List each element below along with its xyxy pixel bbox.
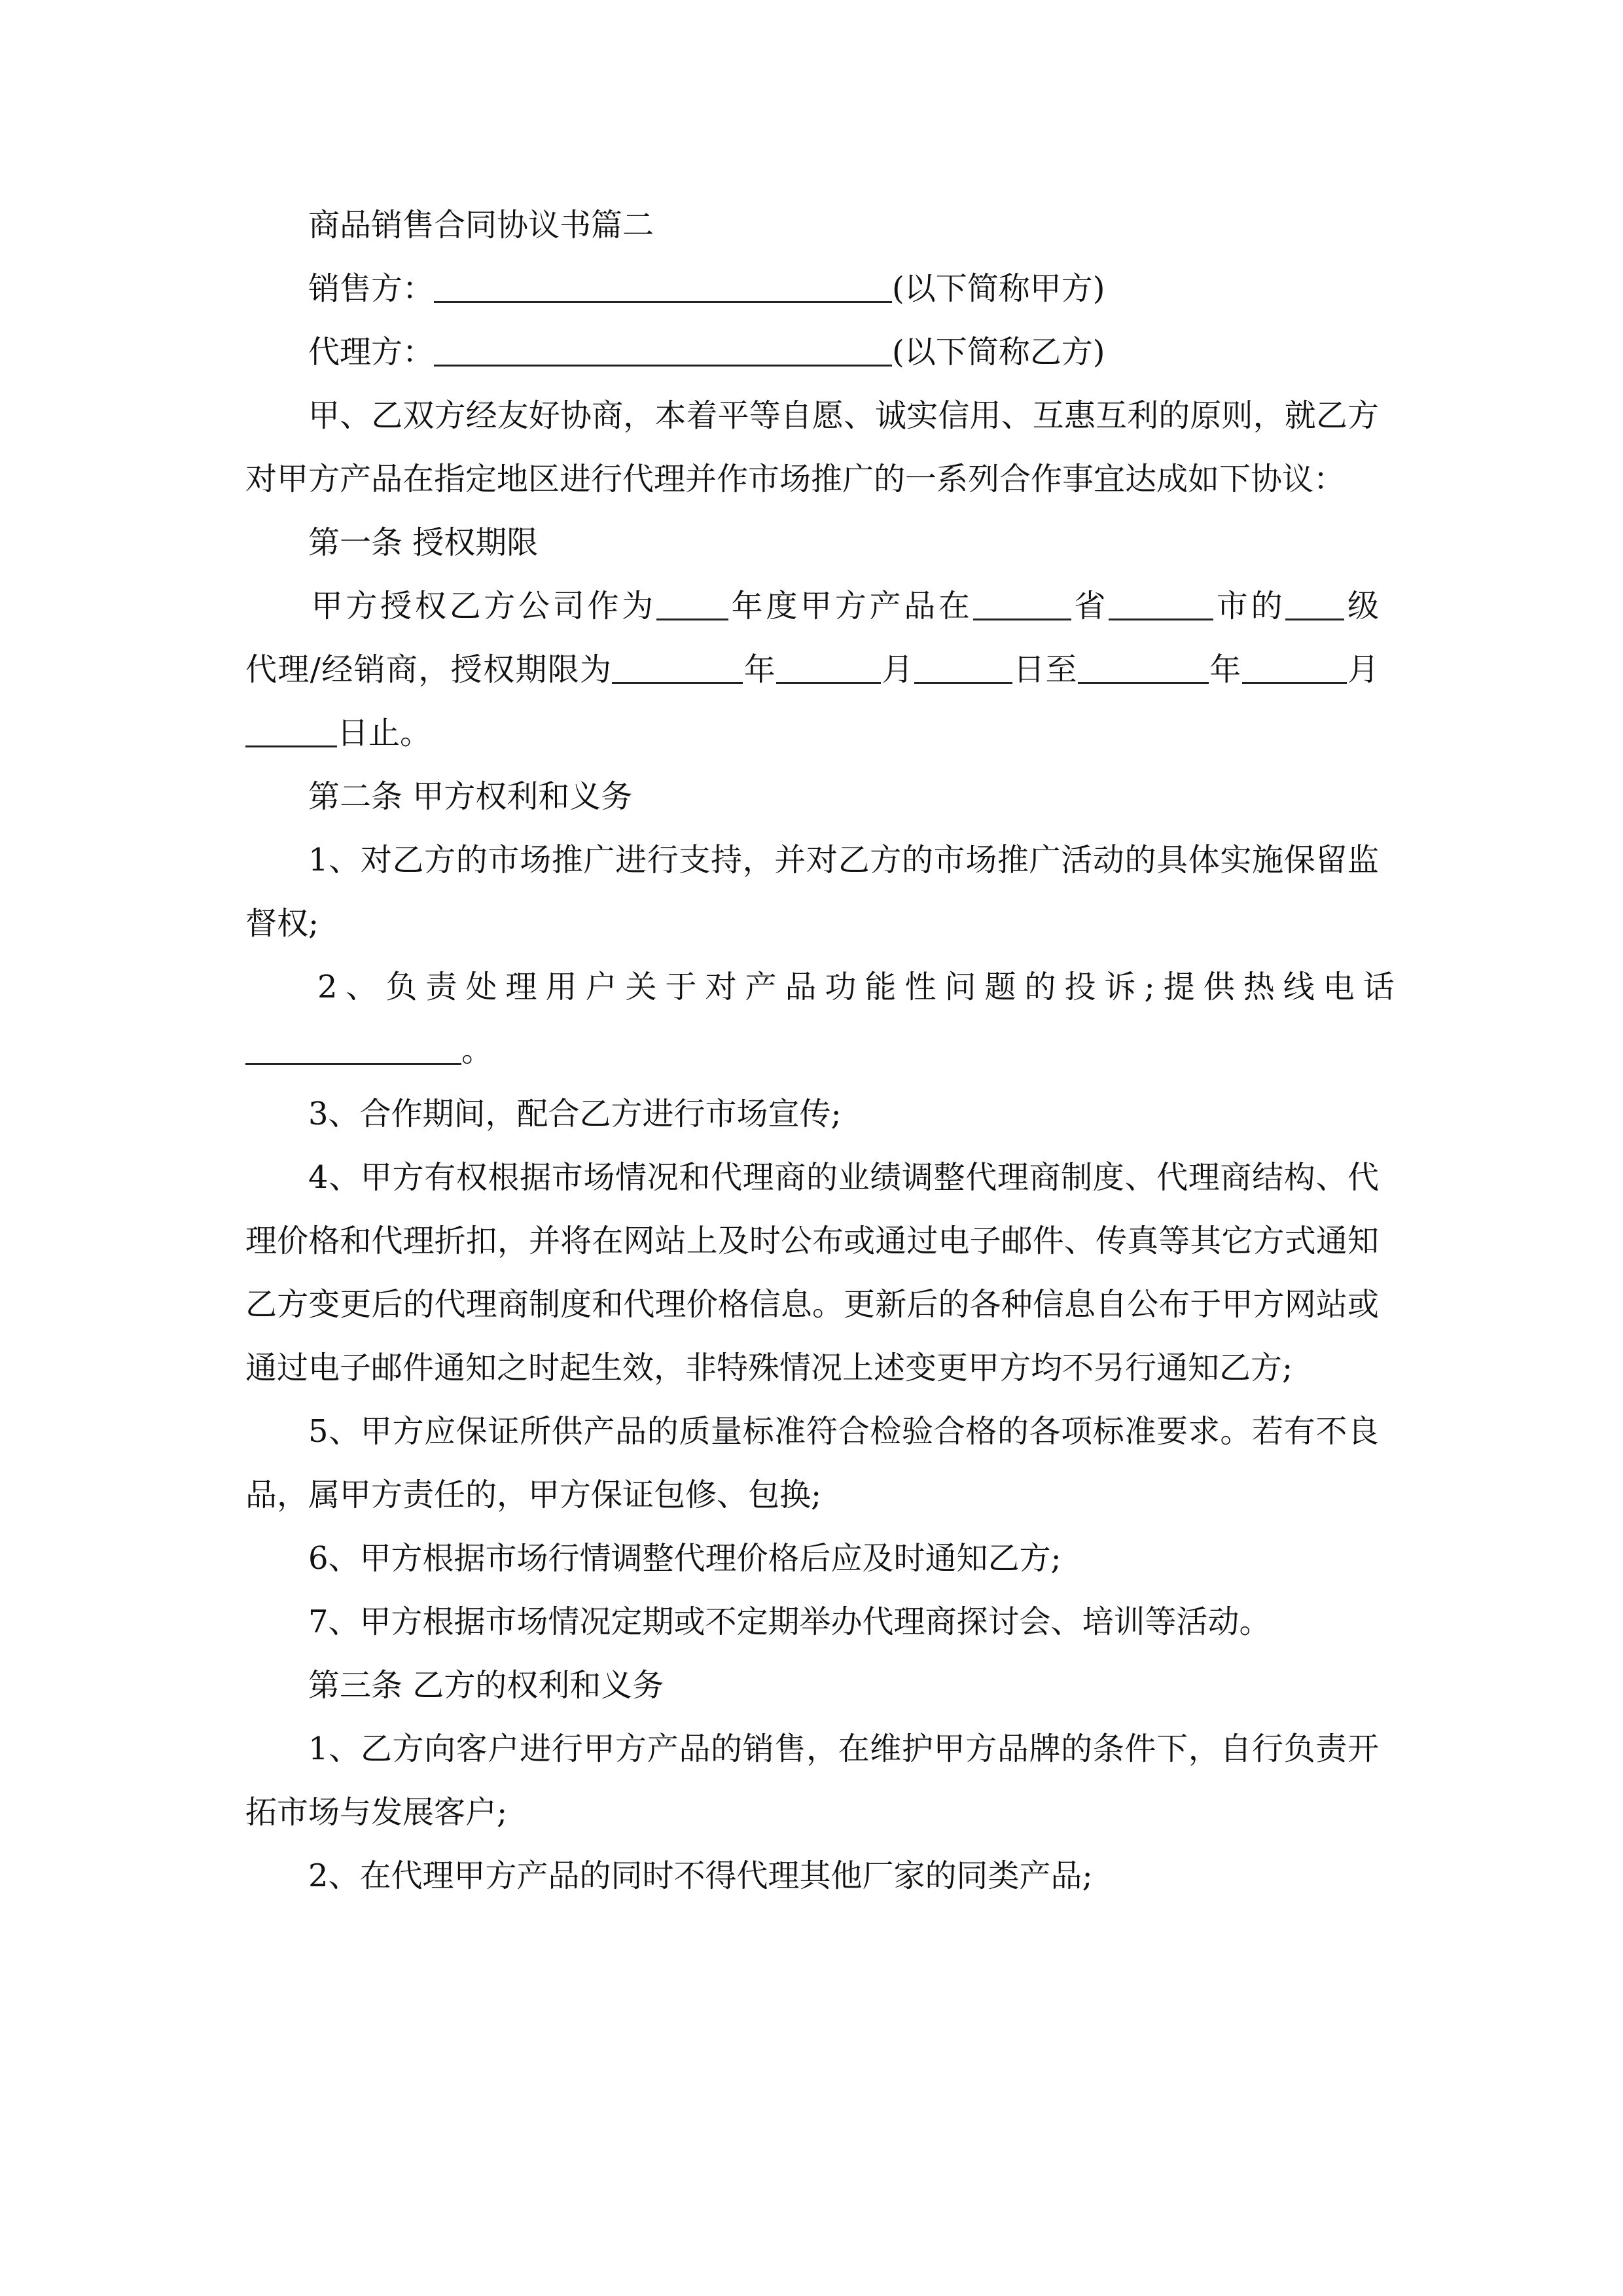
article2-item-5: 5、甲方应保证所供产品的质量标准符合检验合格的各项标准要求。若有不良品，属甲方责任的，甲方保证包修、包换; bbox=[245, 1413, 1379, 1513]
city-blank[interactable] bbox=[1109, 584, 1213, 620]
province-blank[interactable] bbox=[973, 584, 1071, 620]
article1-text: 日止。 bbox=[337, 715, 432, 751]
article1-text: 省 bbox=[1071, 588, 1109, 624]
article2-item-2-line-1 bbox=[245, 956, 1403, 1019]
seller-line bbox=[245, 257, 1379, 321]
article3-heading: 第三条 乙方的权利和义务 bbox=[308, 1667, 664, 1704]
article2-item-2-line-2 bbox=[245, 1019, 1379, 1083]
article3-item-1: 1、乙方向客户进行甲方产品的销售，在维护甲方品牌的条件下，自行负责开拓市场与发展客户; bbox=[245, 1731, 1379, 1831]
agent-line bbox=[245, 321, 1379, 384]
year-blank[interactable] bbox=[656, 584, 728, 620]
article3-item-2: 2、在代理甲方产品的同时不得代理其他厂家的同类产品; bbox=[308, 1857, 1093, 1894]
article1-text: 年 bbox=[743, 651, 777, 688]
article2-item-2-end: 。 bbox=[461, 1032, 493, 1069]
start-month-blank[interactable] bbox=[776, 648, 881, 684]
article1-heading: 第一条 授权期限 bbox=[308, 524, 539, 561]
agent-suffix: (以下简称乙方) bbox=[892, 334, 1105, 370]
article1-text: 月 bbox=[1346, 651, 1379, 688]
article1-paragraph bbox=[245, 575, 1379, 765]
level-blank[interactable] bbox=[1285, 584, 1344, 620]
article1-text: 年度甲方产品在 bbox=[728, 588, 973, 624]
end-month-blank[interactable] bbox=[1242, 648, 1347, 684]
seller-blank[interactable] bbox=[434, 267, 892, 303]
article1-text: 代理/经销商，授权期限为 bbox=[245, 651, 613, 688]
seller-suffix: (以下简称甲方) bbox=[892, 270, 1105, 307]
end-year-blank[interactable] bbox=[1078, 648, 1209, 684]
article1-text: 日至 bbox=[1012, 651, 1078, 688]
end-day-blank[interactable] bbox=[245, 711, 337, 747]
article1-text: 市的 bbox=[1213, 588, 1286, 624]
agent-blank[interactable] bbox=[434, 331, 892, 367]
document-title: 商品销售合同协议书篇二 bbox=[308, 207, 654, 243]
article2-item-7: 7、甲方根据市场情况定期或不定期举办代理商探讨会、培训等活动。 bbox=[308, 1604, 1271, 1640]
article2-item-3: 3、合作期间，配合乙方进行市场宣传; bbox=[308, 1096, 842, 1132]
article1-line-1 bbox=[245, 575, 1379, 638]
article2-item-1: 1、对乙方的市场推广进行支持，并对乙方的市场推广活动的具体实施保留监督权; bbox=[245, 842, 1379, 942]
hotline-blank[interactable] bbox=[245, 1029, 461, 1065]
agent-label: 代理方： bbox=[308, 334, 435, 370]
seller-label: 销售方： bbox=[308, 270, 435, 307]
document-body bbox=[245, 194, 1403, 1908]
article1-line-2 bbox=[245, 638, 1379, 702]
article1-text: 月 bbox=[881, 651, 914, 688]
start-year-blank[interactable] bbox=[612, 648, 743, 684]
article2-heading: 第二条 甲方权利和义务 bbox=[308, 778, 633, 815]
article2-item-2-text: 2、负责处理用户关于对产品功能性问题的投诉;提供热线电话 bbox=[317, 969, 1403, 1005]
article2-item-4: 4、甲方有权根据市场情况和代理商的业绩调整代理商制度、代理商结构、代理价格和代理折扣，并将在网站上及时公布或通过电子邮件、传真等其它方式通知乙方变更后的代理商制度和代理价格信息。更新后的各种信息自公布于甲方网站或通过电子邮件通知之时起生效，非特殊情况上述变更甲方均不另行通知乙方; bbox=[245, 1159, 1379, 1386]
article1-line-3 bbox=[245, 702, 1379, 765]
article1-text: 甲方授权乙方公司作为 bbox=[308, 588, 656, 624]
article2-item-2 bbox=[245, 956, 1403, 1083]
article1-text: 级 bbox=[1344, 588, 1379, 624]
intro-paragraph: 甲、乙双方经友好协商，本着平等自愿、诚实信用、互惠互利的原则，就乙方对甲方产品在指定地区进行代理并作市场推广的一系列合作事宜达成如下协议： bbox=[245, 397, 1379, 497]
start-day-blank[interactable] bbox=[914, 648, 1012, 684]
article1-text: 年 bbox=[1208, 651, 1242, 688]
article2-item-6: 6、甲方根据市场行情调整代理价格后应及时通知乙方; bbox=[308, 1540, 1061, 1577]
